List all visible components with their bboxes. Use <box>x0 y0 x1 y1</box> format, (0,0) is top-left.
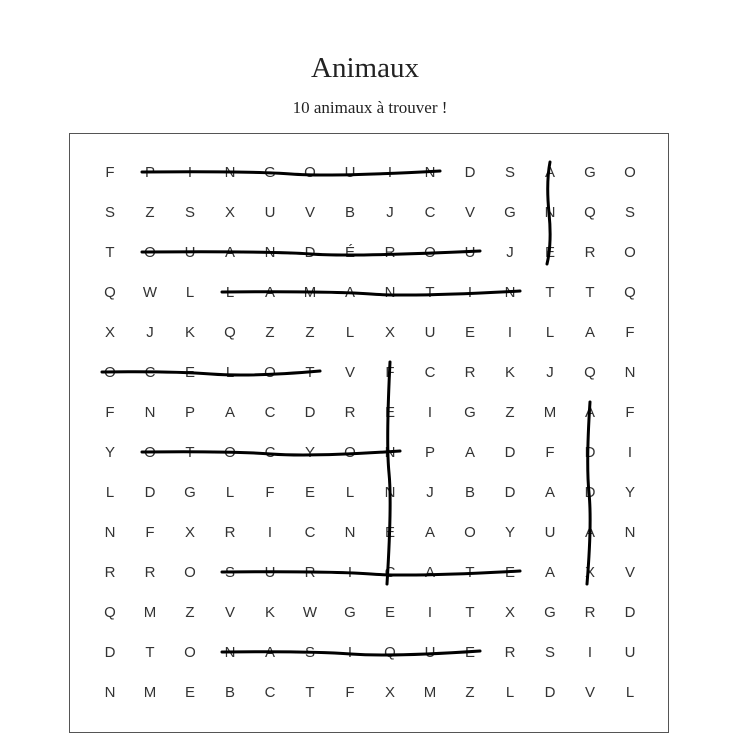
grid-letter[interactable]: Z <box>305 323 315 341</box>
grid-letter[interactable]: Q <box>584 203 596 221</box>
grid-letter[interactable]: V <box>464 203 475 221</box>
grid-letter[interactable]: L <box>505 683 515 701</box>
grid-letter[interactable]: U <box>424 643 436 661</box>
grid-letter[interactable]: X <box>104 323 115 341</box>
grid-letter[interactable]: U <box>264 203 276 221</box>
grid-letter[interactable]: I <box>587 643 593 661</box>
grid-letter[interactable]: R <box>504 643 516 661</box>
grid-letter[interactable]: C <box>264 683 276 701</box>
grid-letter[interactable]: A <box>424 523 435 541</box>
grid-letter[interactable]: M <box>143 683 157 701</box>
grid-letter[interactable]: V <box>624 563 635 581</box>
grid-letter[interactable]: F <box>625 323 635 341</box>
grid-letter[interactable]: O <box>104 363 116 381</box>
grid-letter[interactable]: Q <box>624 283 636 301</box>
grid-letter[interactable]: Z <box>145 203 155 221</box>
grid-letter[interactable]: E <box>184 683 195 701</box>
grid-letter[interactable]: O <box>624 163 636 181</box>
grid-letter[interactable]: U <box>264 563 276 581</box>
grid-letter[interactable]: M <box>143 603 157 621</box>
grid-letter[interactable]: L <box>545 323 555 341</box>
grid-letter[interactable]: P <box>144 163 155 181</box>
grid-letter[interactable]: G <box>504 203 516 221</box>
grid-letter[interactable]: Y <box>104 443 115 461</box>
grid-letter[interactable]: O <box>144 243 156 261</box>
grid-letter[interactable]: Y <box>624 483 635 501</box>
grid-letter[interactable]: N <box>624 523 636 541</box>
grid-letter[interactable]: T <box>305 363 315 381</box>
grid-letter[interactable]: C <box>424 203 436 221</box>
grid-letter[interactable]: W <box>302 603 318 621</box>
grid-letter[interactable]: O <box>424 243 436 261</box>
grid-letter[interactable]: T <box>105 243 115 261</box>
grid-letter[interactable]: A <box>264 283 275 301</box>
grid-letter[interactable]: Q <box>224 323 236 341</box>
grid-letter[interactable]: C <box>384 563 396 581</box>
grid-letter[interactable]: I <box>467 283 473 301</box>
grid-letter[interactable]: F <box>345 683 355 701</box>
grid-letter[interactable]: X <box>184 523 195 541</box>
grid-letter[interactable]: I <box>347 563 353 581</box>
grid-letter[interactable]: A <box>344 283 355 301</box>
grid-letter[interactable]: T <box>585 283 595 301</box>
grid-letter[interactable]: Q <box>584 363 596 381</box>
grid-letter[interactable]: D <box>584 483 596 501</box>
grid-letter[interactable]: S <box>304 643 315 661</box>
grid-letter[interactable]: R <box>584 603 596 621</box>
grid-letter[interactable]: I <box>427 403 433 421</box>
grid-letter[interactable]: U <box>624 643 636 661</box>
grid-letter[interactable]: T <box>545 283 555 301</box>
grid-letter[interactable]: D <box>584 443 596 461</box>
grid-letter[interactable]: I <box>267 523 273 541</box>
grid-letter[interactable]: G <box>264 163 276 181</box>
grid-letter[interactable]: I <box>427 603 433 621</box>
grid-letter[interactable]: D <box>464 163 476 181</box>
grid-letter[interactable]: N <box>424 163 436 181</box>
grid-letter[interactable]: P <box>184 403 195 421</box>
grid-letter[interactable]: A <box>584 323 595 341</box>
grid-letter[interactable]: Q <box>104 283 116 301</box>
grid-letter[interactable]: Y <box>504 523 515 541</box>
grid-letter[interactable]: R <box>224 523 236 541</box>
grid-letter[interactable]: L <box>105 483 115 501</box>
grid-letter[interactable]: R <box>144 563 156 581</box>
grid-letter[interactable]: R <box>344 403 356 421</box>
grid-letter[interactable]: G <box>544 603 556 621</box>
grid-letter[interactable]: I <box>347 643 353 661</box>
grid-letter[interactable]: N <box>104 523 116 541</box>
grid-letter[interactable]: U <box>424 323 436 341</box>
grid-letter[interactable]: F <box>625 403 635 421</box>
grid-letter[interactable]: X <box>504 603 515 621</box>
grid-letter[interactable]: U <box>184 243 196 261</box>
grid-letter[interactable]: D <box>544 683 556 701</box>
grid-letter[interactable]: L <box>225 283 235 301</box>
grid-letter[interactable]: F <box>105 163 115 181</box>
grid-letter[interactable]: D <box>304 403 316 421</box>
grid-letter[interactable]: N <box>224 163 236 181</box>
grid-letter[interactable]: F <box>385 363 395 381</box>
grid-letter[interactable]: T <box>145 643 155 661</box>
grid-letter[interactable]: L <box>185 283 195 301</box>
grid-letter[interactable]: R <box>104 563 116 581</box>
grid-letter[interactable]: O <box>184 643 196 661</box>
grid-letter[interactable]: F <box>545 443 555 461</box>
grid-letter[interactable]: G <box>344 603 356 621</box>
grid-letter[interactable]: S <box>104 203 115 221</box>
grid-letter[interactable]: S <box>544 643 555 661</box>
grid-letter[interactable]: A <box>584 523 595 541</box>
grid-letter[interactable]: O <box>624 243 636 261</box>
grid-letter[interactable]: D <box>504 443 516 461</box>
grid-letter[interactable]: T <box>425 283 435 301</box>
grid-letter[interactable]: J <box>426 483 434 501</box>
grid-letter[interactable]: L <box>345 323 355 341</box>
grid-letter[interactable]: X <box>584 563 595 581</box>
grid-letter[interactable]: B <box>464 483 475 501</box>
grid-letter[interactable]: X <box>384 323 395 341</box>
grid-letter[interactable]: A <box>544 563 555 581</box>
grid-letter[interactable]: S <box>624 203 635 221</box>
grid-letter[interactable]: X <box>224 203 235 221</box>
grid-letter[interactable]: E <box>384 523 395 541</box>
grid-letter[interactable]: E <box>184 363 195 381</box>
grid-letter[interactable]: O <box>264 363 276 381</box>
grid-letter[interactable]: A <box>224 243 235 261</box>
grid-letter[interactable]: K <box>184 323 195 341</box>
grid-letter[interactable]: R <box>384 243 396 261</box>
grid-letter[interactable]: Z <box>265 323 275 341</box>
grid-letter[interactable]: A <box>464 443 475 461</box>
puzzle-subtitle: 10 animaux à trouver ! <box>292 98 448 117</box>
grid-letter[interactable]: N <box>104 683 116 701</box>
grid-letter[interactable]: A <box>544 483 555 501</box>
grid-letter[interactable]: Q <box>384 643 396 661</box>
grid-letter[interactable]: Q <box>104 603 116 621</box>
grid-letter[interactable]: F <box>105 403 115 421</box>
grid-letter[interactable]: D <box>104 643 116 661</box>
grid-letter[interactable]: G <box>584 163 596 181</box>
grid-letter[interactable]: M <box>423 683 437 701</box>
grid-letter[interactable]: T <box>185 443 195 461</box>
grid-letter[interactable]: K <box>504 363 515 381</box>
grid-letter[interactable]: O <box>144 443 156 461</box>
grid-letter[interactable]: U <box>464 243 476 261</box>
grid-letter[interactable]: J <box>546 363 554 381</box>
grid-letter[interactable]: C <box>144 363 156 381</box>
grid-letter[interactable]: A <box>544 163 555 181</box>
grid-letter[interactable]: V <box>224 603 235 621</box>
grid-letter[interactable]: É <box>344 243 355 261</box>
grid-letter[interactable]: A <box>264 643 275 661</box>
grid-letter[interactable]: N <box>264 243 276 261</box>
grid-letter[interactable]: D <box>624 603 636 621</box>
grid-letter[interactable]: E <box>464 643 475 661</box>
grid-letter[interactable]: O <box>304 163 316 181</box>
grid-letter[interactable]: O <box>344 443 356 461</box>
grid-letter[interactable]: R <box>304 563 316 581</box>
grid-letter[interactable]: E <box>384 603 395 621</box>
grid-letter[interactable]: D <box>304 243 316 261</box>
grid-letter[interactable]: T <box>305 683 315 701</box>
grid-letter[interactable]: N <box>504 283 516 301</box>
grid-letter[interactable]: L <box>225 363 235 381</box>
puzzle-title: Animaux <box>311 52 419 84</box>
grid-letter[interactable]: N <box>344 523 356 541</box>
grid-letter[interactable]: N <box>384 443 396 461</box>
grid-letter[interactable]: J <box>506 243 514 261</box>
grid-letter[interactable]: L <box>625 683 635 701</box>
grid-letter[interactable]: S <box>504 163 515 181</box>
grid-letter[interactable]: N <box>544 203 556 221</box>
grid-letter[interactable]: O <box>184 563 196 581</box>
grid-letter[interactable]: E <box>384 403 395 421</box>
grid-letter[interactable]: E <box>304 483 315 501</box>
grid-letter[interactable]: E <box>464 323 475 341</box>
grid-letter[interactable]: D <box>144 483 156 501</box>
grid-letter[interactable]: A <box>584 403 595 421</box>
grid-letter[interactable]: U <box>344 163 356 181</box>
grid-letter[interactable]: B <box>224 683 235 701</box>
grid-letter[interactable]: N <box>144 403 156 421</box>
grid-letter[interactable]: G <box>464 403 476 421</box>
grid-letter[interactable]: I <box>507 323 513 341</box>
grid-letter[interactable]: N <box>384 283 396 301</box>
grid-letter[interactable]: N <box>624 363 636 381</box>
grid-letter[interactable]: O <box>224 443 236 461</box>
grid-letter[interactable]: G <box>184 483 196 501</box>
grid-letter[interactable]: Z <box>465 683 475 701</box>
grid-letter[interactable]: I <box>187 163 193 181</box>
grid-letter[interactable]: V <box>304 203 315 221</box>
grid-letter[interactable]: F <box>265 483 275 501</box>
grid-letter[interactable]: T <box>465 563 475 581</box>
grid-letter[interactable]: Z <box>185 603 195 621</box>
grid-letter[interactable]: A <box>424 563 435 581</box>
grid-letter[interactable]: T <box>465 603 475 621</box>
grid-letter[interactable]: R <box>464 363 476 381</box>
grid-letter[interactable]: O <box>464 523 476 541</box>
grid-letter[interactable]: X <box>384 683 395 701</box>
grid-letter[interactable]: V <box>584 683 595 701</box>
grid-letter[interactable]: I <box>387 163 393 181</box>
grid-letter[interactable]: B <box>344 203 355 221</box>
grid-letter[interactable]: C <box>264 403 276 421</box>
grid-letter[interactable]: S <box>184 203 195 221</box>
grid-letter[interactable]: C <box>304 523 316 541</box>
grid-letter[interactable]: K <box>264 603 275 621</box>
grid-letter[interactable]: E <box>504 563 515 581</box>
grid-letter[interactable]: V <box>344 363 355 381</box>
grid-letter[interactable]: J <box>146 323 154 341</box>
grid-letter[interactable]: S <box>224 563 235 581</box>
grid-letter[interactable]: A <box>224 403 235 421</box>
grid-letter[interactable]: U <box>544 523 556 541</box>
grid-letter[interactable]: M <box>303 283 317 301</box>
grid-letter[interactable]: E <box>544 243 555 261</box>
grid-letter[interactable]: Z <box>505 403 515 421</box>
grid-letter[interactable]: N <box>224 643 236 661</box>
grid-letter[interactable]: I <box>627 443 633 461</box>
grid-letter[interactable]: J <box>386 203 394 221</box>
grid-letter[interactable]: L <box>345 483 355 501</box>
grid-letter[interactable]: L <box>225 483 235 501</box>
grid-letter[interactable]: N <box>384 483 396 501</box>
grid-letter[interactable]: P <box>424 443 435 461</box>
grid-letter[interactable]: M <box>543 403 557 421</box>
grid-letter[interactable]: Y <box>304 443 315 461</box>
grid-letter[interactable]: C <box>424 363 436 381</box>
grid-letter[interactable]: W <box>142 283 158 301</box>
grid-letter[interactable]: F <box>145 523 155 541</box>
grid-letter[interactable]: R <box>584 243 596 261</box>
grid-letter[interactable]: C <box>264 443 276 461</box>
grid-letter[interactable]: D <box>504 483 516 501</box>
